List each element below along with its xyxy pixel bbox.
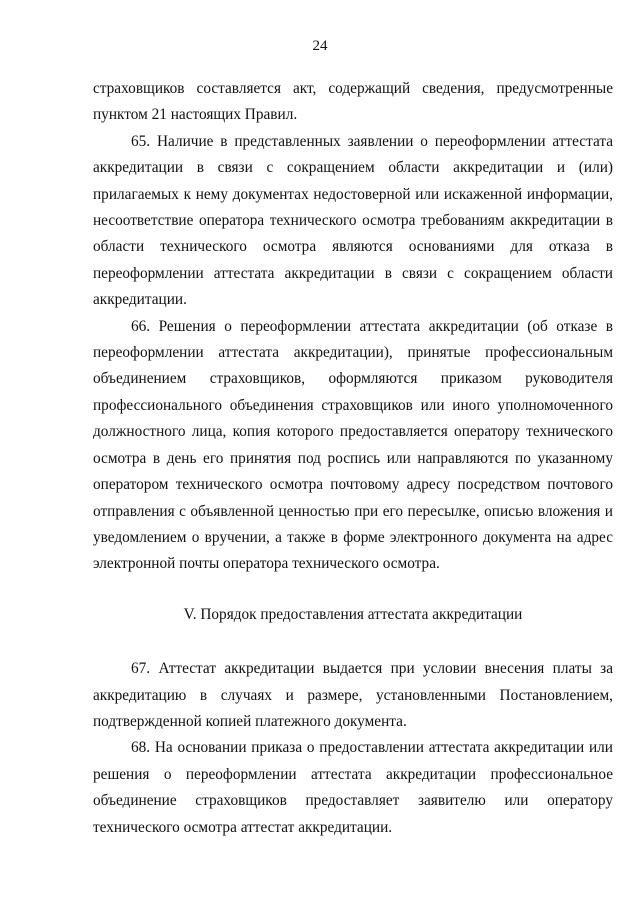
page-number: 24: [312, 38, 328, 54]
paragraph-68: 68. На основании приказа о предоставлении аттестата аккредитации или решения о переоформлении аттестата аккредитации профессиональное объединение страховщиков предоставляет заявителю или оператору технического осмотра аттестат аккредитации.: [93, 739, 613, 836]
section-heading: V. Порядок предоставления аттестата аккредитации: [183, 605, 523, 623]
paragraph-66: 66. Решения о переоформлении аттестата аккредитации (об отказе в переоформлении аттестата аккредитации), принятые профессиональным объединением страховщиков, оформляются приказом руководителя профессионального объединения страховщиков или иного уполномоченного должностного лица, копия которого предоставляется оператору технического осмотра в день его принятия под роспись или направляются по указанному оператором технического осмотра почтовому адресу посредством почтового отправления с объявленной ценностью при его пересылке, описью вложения и уведомлением о вручении, а также в форме электронного документа на адрес электронной почты оператора технического осмотра.: [93, 317, 613, 573]
paragraph-67: 67. Аттестат аккредитации выдается при условии внесения платы за аккредитацию в случаях и размере, установленными Постановлением, подтвержденной копией платежного документа.: [93, 660, 613, 730]
spacer: [93, 578, 613, 602]
document-body: [93, 76, 613, 841]
paragraph-continuation: страховщиков составляется акт, содержащий сведения, предусмотренные пунктом 21 настоящих Правил.: [93, 80, 613, 124]
spacer: [93, 628, 613, 656]
paragraph-65: 65. Наличие в представленных заявлении о переоформлении аттестата аккредитации в связи с сокращением области аккредитации и (или) прилагаемых к нему документах недостоверной или искаженной информации, несоответствие оператора технического осмотра требованиям аккредитации в области технического осмотра являются основаниями для отказа в переоформлении аттестата аккредитации в связи с сокращением области аккредитации.: [93, 132, 613, 309]
